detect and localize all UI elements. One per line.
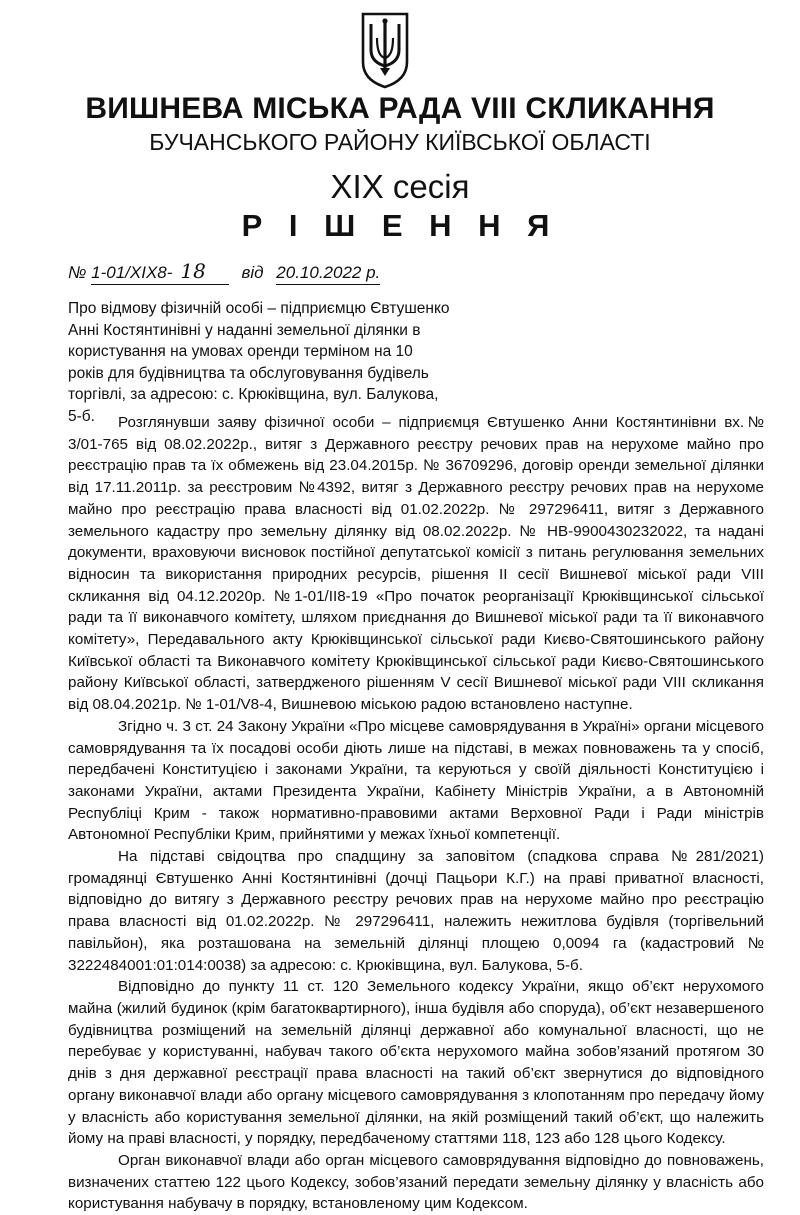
date-prefix: від [241,263,264,282]
body-paragraph: Розглянувши заяву фізичної особи – підприємця Євтушенко Анни Костянтинівни вх.№ 3/01-765 від 08.02.2022р., витяг з Державного реєстру речових прав на нерухоме майно про реєстрацію прав та їх обмежень від 23.04.2015р. № 36709296, договір оренди земельної ділянки від 17.11.2011р. за реєстровим №4392, витяг з Державного реєстру речових прав на нерухоме майно про реєстрацію права власності від 01.02.2022р. № 297296411, витяг з Державного земельного кадастру про земельну ділянку від 08.02.2022р. № НВ-9900430232022, та надані документи, враховуючи висновок постійної депутатської комісії з питань регулювання земельних відносин та використання природних ресурсів, рішення II сесії Вишневої міської ради VIII скликання від 04.12.2020р. №1-01/II8-19 «Про початок реорганізації Крюківщинської сільської ради та її виконавчого комітету, шляхом приєднання до Вишневої міської ради та її виконавчого комітету», Передавального акту Крюківщинської сільської ради Києво-Святошинського району Київської області та Виконавчого комітету Крюківщинської сільської ради Києво-Святошинського району Київської області, затвердженого рішенням V сесії Вишневої міської ради VIII скликання від 08.04.2021р. № 1-01/V8-4, Вишневою міською радою встановлено наступне. [68,414,764,714]
decision-summary: Про відмову фізичній особі – підприємцю Євтушенко Анні Костянтинівні у наданні земельної ділянки в користування на умовах оренди терміном на 10 років для будівництва та обслуговування будівель торгівлі, за адресою: с. Крюківщина, вул. Балукова, 5-б. [68,300,450,425]
decision-body [68,412,764,1215]
body-paragraph: Згідно ч. 3 ст. 24 Закону України «Про місцеве самоврядування в Україні» органи місцевого самоврядування та їх посадові особи діють лише на підставі, в межах повноважень та у спосіб, передбачені Конституцією і законами України, та керуються у своїй діяльності Конституцією і законами України, актами Президента України, Кабінету Міністрів України, а в Автономній Республіці Крим - також нормативно-правовими актами Верховної Ради і Ради міністрів Автономної Республіки Крим, прийнятими у межах їхньої компетенції. [68,717,764,844]
trident-emblem-icon [359,10,411,90]
decision-number-handwritten: 18 [180,259,206,283]
number-prefix: № [68,263,87,282]
council-title: ВИШНЕВА МІСЬКА РАДА VIII СКЛИКАННЯ [85,92,715,125]
body-paragraph: Орган виконавчої влади або орган місцевого самоврядування відповідно до повноважень, визначених статтею 122 цього Кодексу, зобов’язаний передати земельну ділянку у власність або користування набувачу в порядку, встановленому цим Кодексом. [68,1151,764,1213]
decision-number-line [68,260,380,285]
session-title: XIX сесія [330,168,470,205]
body-paragraph: На підставі свідоцтва про спадщину за заповітом (спадкова справа №281/2021) громадянці Євтушенко Анні Костянтинівні (дочці Пацьори К.Г.) на праві приватної власності, відповідно до витягу з Державного реєстру речових прав на нерухоме майно про реєстрацію права власності від 01.02.2022р. № 297296411, належить нежитлова будівля (торгівельний павільйон), яка розташована на земельній ділянці площею 0,0094 га (кадастровий № 3222484001:01:014:0038) за адресою: с. Крюківщина, вул. Балукова, 5-б. [68,848,764,974]
body-paragraph: Відповідно до пункту 11 ст. 120 Земельного кодексу України, якщо об’єкт нерухомого майна (жилий будинок (крім багатоквартирного), інша будівля або споруда), об’єкт незавершеного будівництва розміщений на земельній ділянці державної або комунальної власності, що не перебуває у користуванні, набувач такого об’єкта нерухомого майна зобов’язаний протягом 30 днів з дня державної реєстрації права власності на такий об’єкт звернутися до відповідного органу виконавчої влади або органу місцевого самоврядування з клопотанням про передачу йому у власність або користування земельної ділянки, на якій розміщений такий об’єкт, що належить йому на праві власності, у порядку, передбаченому статтями 118, 123 або 128 цього Кодексу. [68,978,764,1148]
document-type-title: Р І Ш Е Н Н Я [241,208,559,243]
decision-date: 20.10.2022 р. [276,262,380,285]
council-subtitle: БУЧАНСЬКОГО РАЙОНУ КИЇВСЬКОЇ ОБЛАСТІ [149,129,651,155]
decision-number-value: 1-01/XIX8- [91,263,173,282]
decision-number [91,260,229,285]
